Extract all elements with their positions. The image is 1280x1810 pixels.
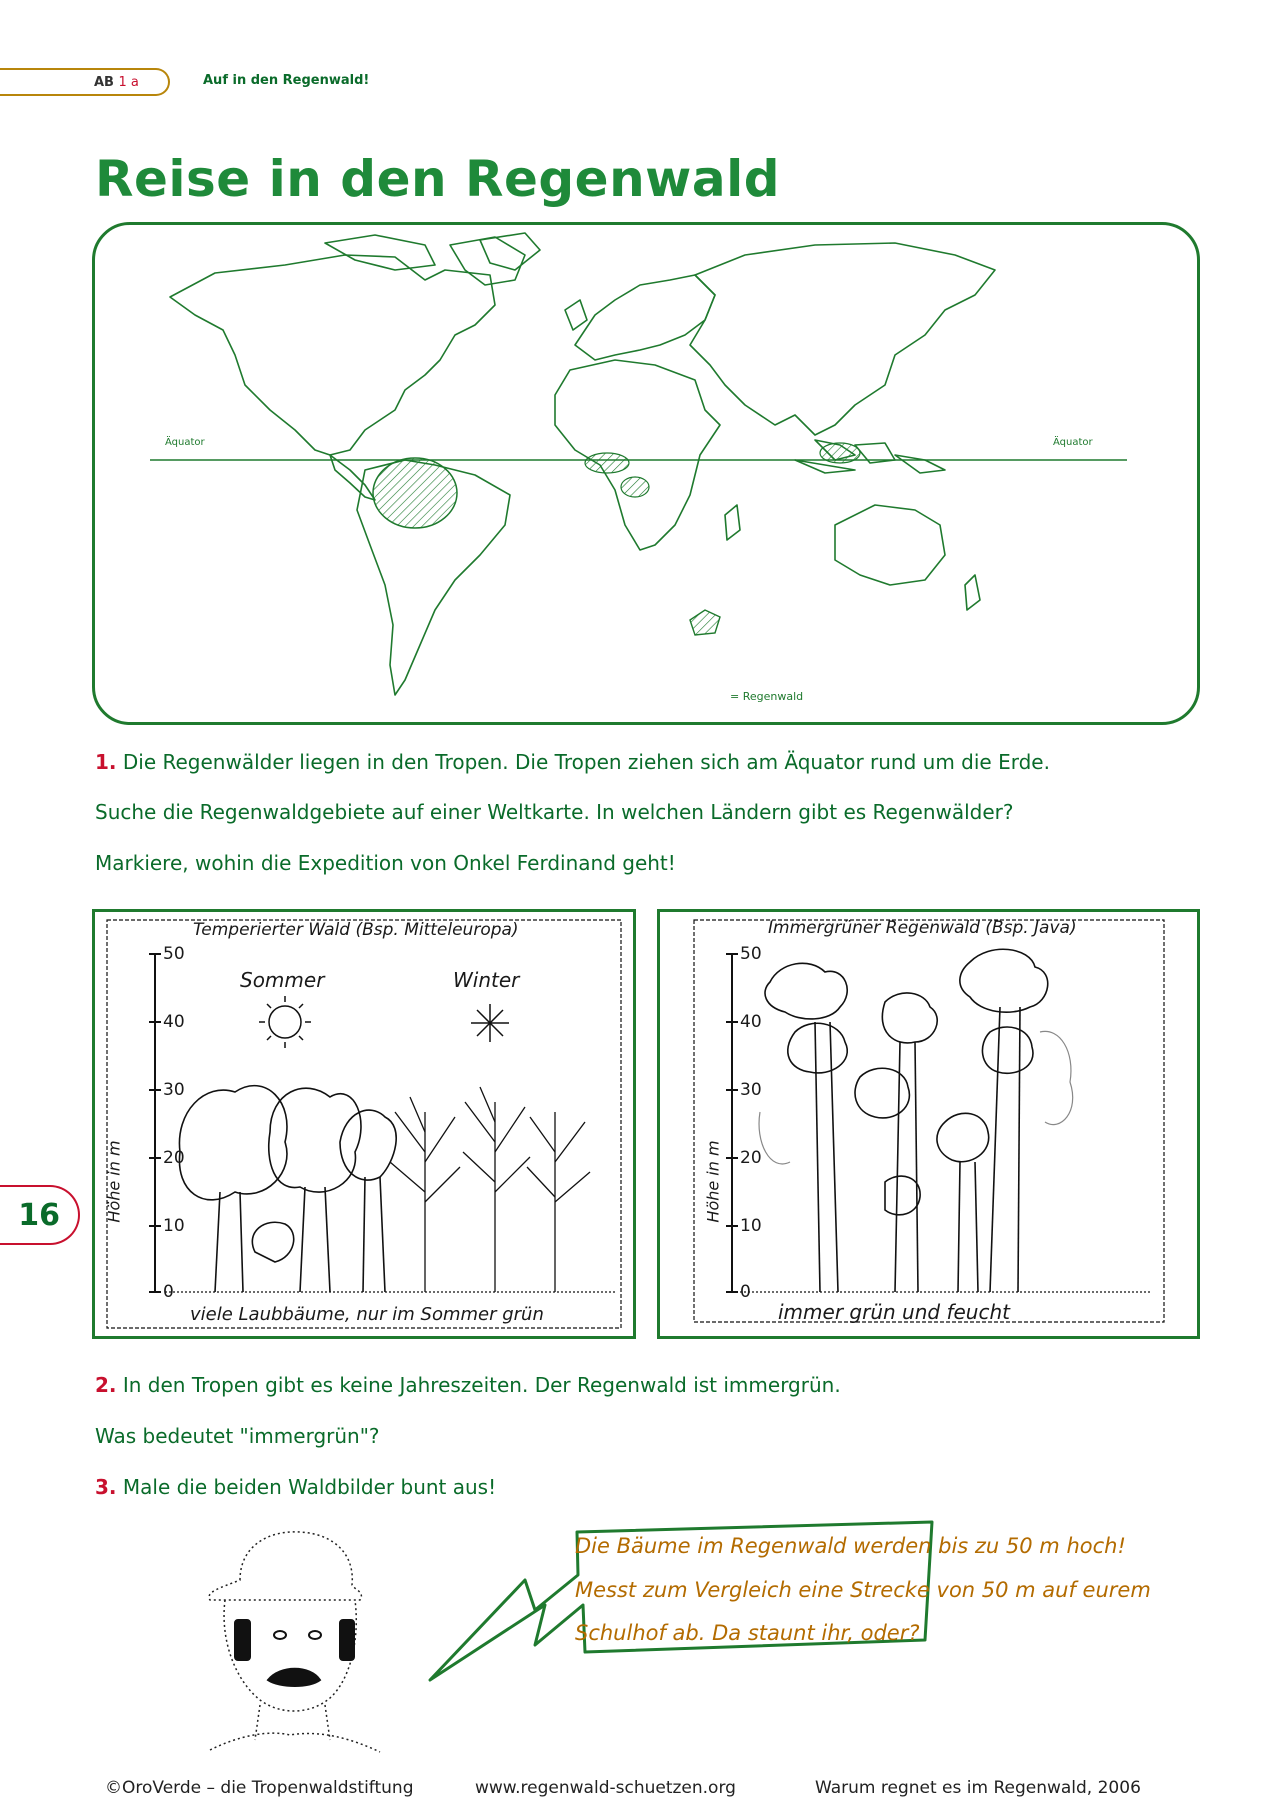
- temperate-forest-drawing: [95, 912, 633, 1336]
- footer-copyright: ©OroVerde – die Tropenwaldstiftung: [105, 1778, 414, 1798]
- page-number: 16: [0, 1185, 80, 1245]
- temperate-caption: viele Laubbäume, nur im Sommer grün: [190, 1304, 544, 1325]
- tick-40-left: 40: [163, 1012, 185, 1032]
- axis-label-left: Höhe in m: [104, 1140, 124, 1223]
- tick-10-left: 10: [163, 1216, 185, 1236]
- equator-label-left: Äquator: [165, 437, 205, 448]
- legend-label: = Regenwald: [730, 690, 804, 703]
- bubble-line-1: Die Bäume im Regenwald werden bis zu 50 m hoch!: [575, 1534, 1126, 1558]
- rainforest-caption: immer grün und feucht: [778, 1300, 1010, 1324]
- tick-20-left: 20: [163, 1148, 185, 1168]
- task-1-line-3: Markiere, wohin die Expedition von Onkel Ferdinand geht!: [95, 851, 676, 875]
- world-map: [92, 222, 1200, 725]
- footer-website: www.regenwald-schuetzen.org: [475, 1778, 736, 1798]
- tick-50-right: 50: [740, 944, 762, 964]
- task-3-line-1: 3. Male die beiden Waldbilder bunt aus!: [95, 1475, 497, 1499]
- rainforest-drawing: [660, 912, 1197, 1336]
- world-map-drawing: [95, 225, 1197, 722]
- footer-publication: Warum regnet es im Regenwald, 2006: [815, 1778, 1141, 1798]
- axis-label-right: Höhe in m: [703, 1140, 723, 1223]
- speech-bubble: [565, 1520, 1175, 1685]
- bubble-line-3: Schulhof ab. Da staunt ihr, oder?: [575, 1621, 920, 1645]
- rainforest-panel: [657, 909, 1200, 1339]
- task-1-line-1: 1. Die Regenwälder liegen in den Tropen. Die Tropen ziehen sich am Äquator rund um die Erde.: [95, 750, 1050, 774]
- summer-label: Sommer: [240, 968, 325, 992]
- tick-50-left: 50: [163, 944, 185, 964]
- task-2-line-1: 2. In den Tropen gibt es keine Jahreszeiten. Der Regenwald ist immergrün.: [95, 1373, 841, 1397]
- bubble-line-2: Messt zum Vergleich eine Strecke von 50 m auf eurem: [575, 1578, 1151, 1602]
- tick-30-left: 30: [163, 1080, 185, 1100]
- task-1-line-2: Suche die Regenwaldgebiete auf einer Weltkarte. In welchen Ländern gibt es Regenwälder?: [95, 800, 1014, 824]
- tick-10-right: 10: [740, 1216, 762, 1236]
- worksheet-tab: [0, 68, 170, 96]
- tick-0-left: 0: [163, 1282, 174, 1302]
- page-title: Reise in den Regenwald: [95, 150, 781, 208]
- temperate-title: Temperierter Wald (Bsp. Mitteleuropa): [193, 920, 519, 940]
- worksheet-code: AB 1 a: [94, 74, 139, 90]
- section-title: Auf in den Regenwald!: [203, 73, 370, 88]
- task-2-line-2: Was bedeutet "immergrün"?: [95, 1424, 380, 1448]
- winter-label: Winter: [453, 968, 520, 992]
- temperate-forest-panel: [92, 909, 636, 1339]
- tick-0-right: 0: [740, 1282, 751, 1302]
- equator-label-right: Äquator: [1053, 437, 1093, 448]
- tick-20-right: 20: [740, 1148, 762, 1168]
- rainforest-title: Immergrüner Regenwald (Bsp. Java): [768, 918, 1077, 938]
- tick-30-right: 30: [740, 1080, 762, 1100]
- tick-40-right: 40: [740, 1012, 762, 1032]
